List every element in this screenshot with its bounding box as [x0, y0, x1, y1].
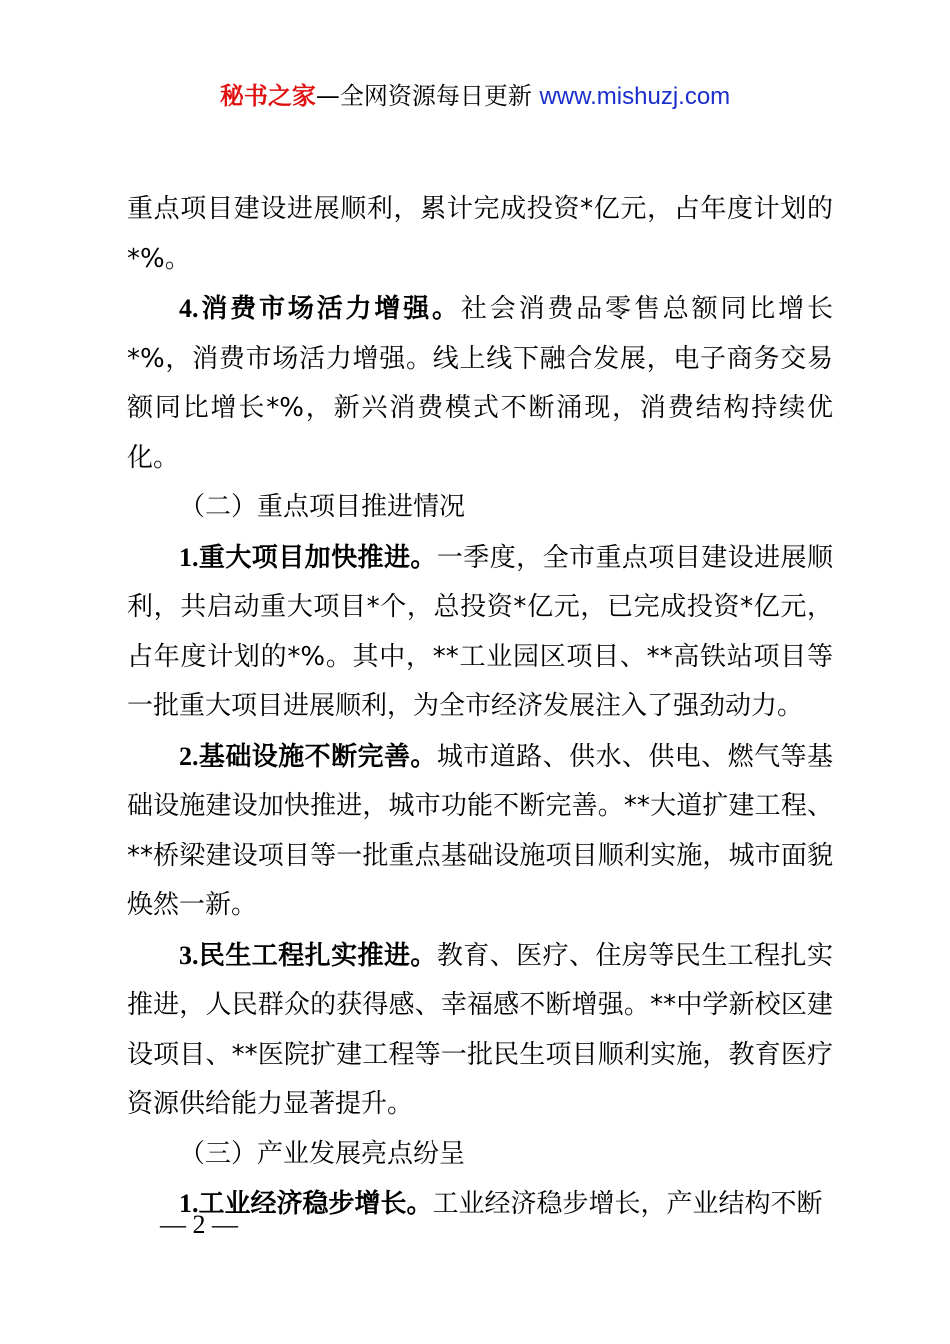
- paragraph-text: 城市道路、供水、供电、燃气等基础设施建设加快推进，城市功能不断完善。**大道扩建工程、**桥梁建设项目等一批重点基础设施项目顺利实施，城市面貌焕然一新。: [127, 741, 833, 920]
- item-heading: 工业经济稳步增长。: [198, 1189, 433, 1219]
- site-tagline: —全网资源每日更新: [315, 82, 540, 110]
- paragraph-infrastructure: [127, 732, 833, 931]
- item-number: 2.: [179, 741, 199, 771]
- paragraph-text: 重点项目建设进展顺利，累计完成投资*亿元，占年度计划的*%。: [127, 194, 833, 274]
- item-number: 1.: [179, 542, 199, 572]
- section-heading-key-projects: [127, 483, 833, 533]
- item-number: 4.: [179, 294, 199, 323]
- item-heading: 民生工程扎实推进。: [198, 940, 437, 971]
- page-number: — 2 —: [160, 1210, 238, 1239]
- paragraph-text: 一季度，全市重点项目建设进展顺利，共启动重大项目*个，总投资*亿元，已完成投资*亿元，占年度计划的*%。其中，**工业园区项目、**高铁站项目等一批重大项目进展顺利，为全市经济发展注入了强劲动力。: [127, 542, 833, 721]
- paragraph-text: 教育、医疗、住房等民生工程扎实推进，人民群众的获得感、幸福感不断增强。**中学新校区建设项目、**医院扩建工程等一批民生项目顺利实施，教育医疗资源供给能力显著提升。: [127, 940, 833, 1119]
- item-number: 1.: [179, 1189, 199, 1218]
- document-body: [127, 185, 833, 1230]
- item-heading: 消费市场活力增强。: [198, 294, 461, 324]
- section-heading-industry: [127, 1130, 833, 1180]
- paragraph-continuation: [127, 185, 833, 284]
- site-url-link[interactable]: www.mishuzj.com: [539, 83, 731, 110]
- section-heading-text: （二）重点项目推进情况: [179, 492, 466, 522]
- paragraph-major-projects: [127, 533, 833, 732]
- paragraph-livelihood: [127, 931, 833, 1130]
- paragraph-text: 工业经济稳步增长，产业结构不断: [432, 1189, 823, 1219]
- item-number: 3.: [179, 940, 199, 970]
- paragraph-text: 社会消费品零售总额同比增长*%，消费市场活力增强。线上线下融合发展，电子商务交易额同比增长*%，新兴消费模式不断涌现，消费结构持续优化。: [127, 294, 833, 473]
- item-heading: 重大项目加快推进。: [198, 542, 437, 573]
- paragraph-consumer-market: [127, 284, 833, 483]
- section-heading-text: （三）产业发展亮点纷呈: [179, 1138, 466, 1169]
- item-heading: 基础设施不断完善。: [198, 741, 437, 772]
- site-header: [0, 80, 950, 113]
- site-brand: 秘书之家: [219, 82, 316, 110]
